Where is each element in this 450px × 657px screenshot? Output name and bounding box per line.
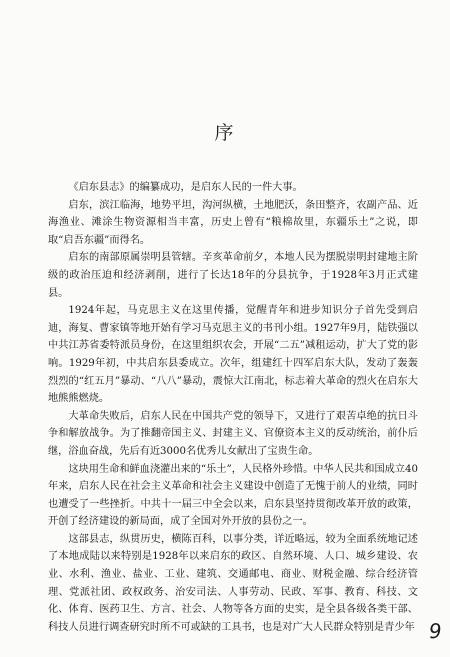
paragraph: 启东，滨江临海，地势平坦，沟河纵横，土地肥沃，条田整齐，农副产品、近海渔业、滩涂生物资源相当丰富，历史上曾有“粮棉故里，东疆乐土”之说，即取“启吾东疆”而得名。 [48, 199, 418, 246]
preface-title: 序 [214, 122, 236, 144]
paragraph: 启东的南部原属崇明县管辖。辛亥革命前夕，本地人民为摆脱崇明封建地主阶级的政治压迫和经济剥削，进行了长达18年的分县抗争，于1928年3月正式建县。 [48, 252, 418, 299]
paragraph: 大革命失败后，启东人民在中国共产党的领导下，又进行了艰苦卓绝的抗日斗争和解放战争。为了推翻帝国主义、封建主义、官僚资本主义的反动统治，前仆后继，浴血奋战，先后有近3000名优秀儿女献出了宝贵生命。 [48, 410, 418, 457]
paragraph: 这部县志，纵贯历史，横陈百科，以事分类，详近略远，较为全面系统地记述了本地成陆以来特别是1928年以来启东的政区、自然环境、人口、城乡建设、农业、水利、渔业、盐业、工业、建筑、交通邮电、商业、财税金融、综合经济管理、党派社团、政权政务、治安司法、人事劳动、民政、军事、教育、科技、文化、体育、医药卫生、方言、社会、人物等各方面的史实，是全县各级各类干部、科技人员进行调查研究时所不可或缺的工具书，也是对广大人民群众特别是青少年 [48, 533, 418, 633]
paragraph: 《启东县志》的编纂成功，是启东人民的一件大事。 [68, 182, 303, 193]
handwritten-page-number: 9 [428, 618, 443, 644]
paragraph: 1924年起，马克思主义在这里传播，觉醒青年和进步知识分子首先受到启迪，海复、曹家镇等地开始有学习马克思主义的书刊小组。1927年9月，陆铁强以中共江苏省委特派员身份，在这里组织农会，开展“二五”减租运动，扩大了党的影响。1929年初，中共启东县委成立。次年，组建红十四军启东大队，发动了轰轰烈烈的“红五月”暴动、“八八”暴动，震惊大江南北，标志着大革命的烈火在启东大地熊熊燃烧。 [48, 305, 418, 405]
paragraph: 这块用生命和鲜血浇灌出来的“乐土”，人民格外珍惜。中华人民共和国成立40年来，启东人民在社会主义革命和社会主义建设中创造了无愧于前人的业绩，同时也遭受了一些挫折。中共十一届三中全会以来，启东县坚持贯彻改革开放的政策，开创了经济建设的新局面，成了全国对外开放的县份之一。 [48, 463, 418, 528]
preface-body [48, 179, 418, 636]
